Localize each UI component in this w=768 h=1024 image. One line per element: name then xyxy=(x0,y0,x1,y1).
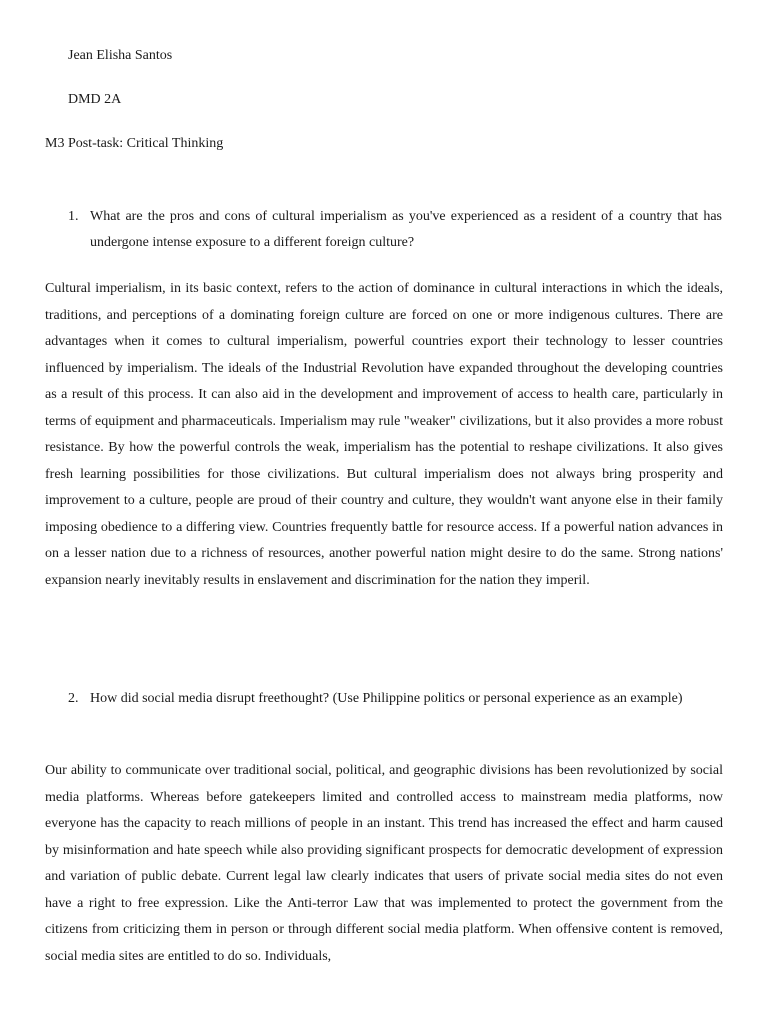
question-text: What are the pros and cons of cultural imperialism as you've experienced as a resident of a country that has undergone intense exposure to a different foreign culture? xyxy=(90,209,722,250)
question-2 xyxy=(68,686,724,738)
class-section: DMD 2A xyxy=(68,92,122,107)
question-text: How did social media disrupt freethought? (Use Philippine politics or personal experience as an example) xyxy=(90,691,683,706)
question-number: 2. xyxy=(68,691,79,706)
question-1 xyxy=(68,204,724,256)
document-title: M3 Post-task: Critical Thinking xyxy=(45,136,224,151)
author-name: Jean Elisha Santos xyxy=(68,48,173,63)
question-number: 1. xyxy=(68,209,79,224)
answer-paragraph-1: Cultural imperialism, in its basic context, refers to the action of dominance in cultural interactions in which the ideals, traditions, and perceptions of a dominating foreign culture are forced on one or more indigenous cultures. There are advantages when it comes to cultural imperialism, powerful countries export their technology to lesser countries influenced by imperialism. The ideals of the Industrial Revolution have expanded throughout the developing countries as a result of this process. It can also aid in the development and improvement of access to health care, particularly in terms of equipment and pharmaceuticals. Imperialism may rule "weaker" civilizations, but it also provides a more robust resistance. By how the powerful controls the weak, imperialism has the potential to reshape civilizations. It also gives fresh learning possibilities for those civilizations. But cultural imperialism does not always bring prosperity and improvement to a culture, people are proud of their country and culture, they wouldn't want anyone else in their family imposing obedience to a differing view. Countries frequently battle for resource access. If a powerful nation advances in on a lesser nation due to a richness of resources, another powerful nation might desire to do the same. Strong nations' expansion nearly inevitably results in enslavement and discrimination for the nation they imperil. xyxy=(45,281,723,588)
answer-paragraph-2: Our ability to communicate over traditional social, political, and geographic divisions has been revolutionized by social media platforms. Whereas before gatekeepers limited and controlled access to mainstream media platforms, now everyone has the capacity to reach millions of people in an instant. This trend has increased the effect and harm caused by misinformation and hate speech while also providing significant prospects for democratic development of expression and variation of public debate. Current legal law clearly indicates that users of private social media sites do not even have a right to free expression. Like the Anti-terror Law that was implemented to protect the government from the citizens from criticizing them in person or through different social media platform. When offensive content is removed, social media sites are entitled to do so. Individuals, xyxy=(45,763,723,964)
